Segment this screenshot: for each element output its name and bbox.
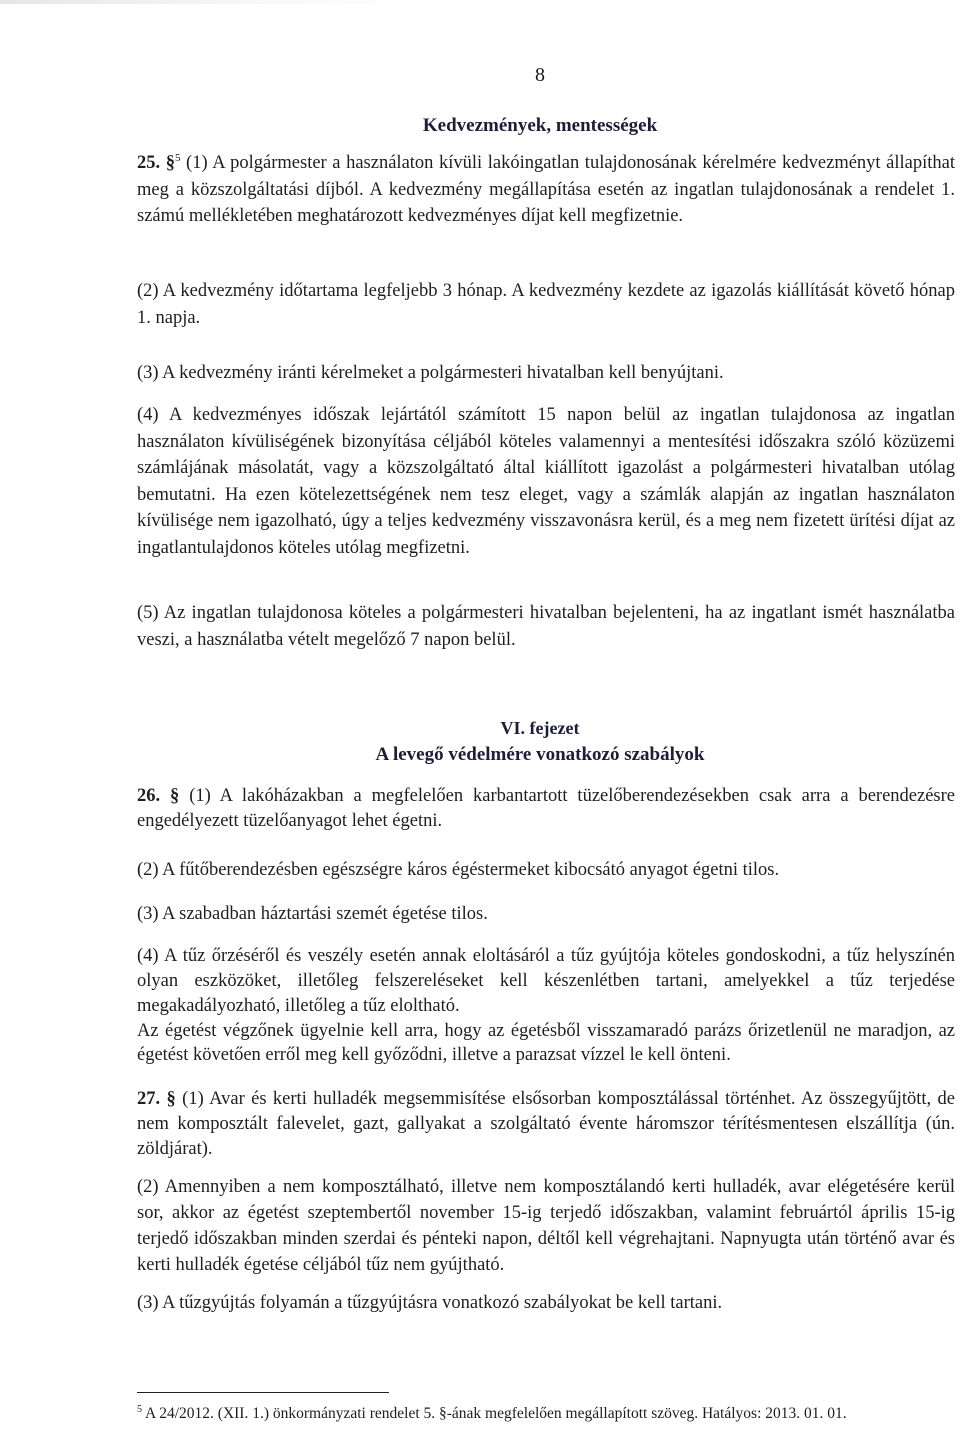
article-25-paragraph-3: (3) A kedvezmény iránti kérelmeket a polgármesteri hivatalban kell benyújtani. (137, 363, 724, 383)
page-number: 8 (535, 64, 545, 86)
section-heading-kedvezmenyek: Kedvezmények, mentességek (422, 115, 658, 136)
footnote-divider (137, 1392, 389, 1393)
chapter-number: VI. fejezet (500, 718, 580, 738)
chapter-title: A levegő védelmére vonatkozó szabályok (375, 744, 705, 765)
article-25-label: 25. § (137, 153, 175, 173)
article-25-paragraph-4: (4) A kedvezményes időszak lejártától számított 15 napon belül az ingatlan tulajdonosa az ingatlan használaton kívüliségének bizonyítása céljából köteles valamennyi a mentesítési időszakra szóló közüzemi számlájának másolatát, vagy a közszolgáltató által kiállított igazolást a polgármesteri hivatalban utólag bemutatni. Ha ezen kötelezettségének nem tesz eleget, vagy a számlák alapján az ingatlan használaton kívülisége nem igazolható, úgy a teljes kedvezmény visszavonásra kerül, és a meg nem fizetett ürítési díjat az ingatlantulajdonos köteles utólag megfizetni. (137, 405, 955, 558)
article-27-paragraph-1 (137, 1087, 955, 1162)
article-25-paragraph-2: (2) A kedvezmény időtartama legfeljebb 3 hónap. A kedvezmény kezdete az igazolás kiállítását követő hónap 1. napja. (137, 281, 955, 328)
article-26-paragraph-1-text: (1) A lakóházakban a megfelelően karbantartott tüzelőberendezésekben csak arra a berendezésre engedélyezett tüzelőanyagot lehet égetni. (137, 786, 955, 831)
article-25-paragraph-5: (5) Az ingatlan tulajdonosa köteles a polgármesteri hivatalban bejelenteni, ha az ingatlant ismét használatba veszi, a használatba vételt megelőző 7 napon belül. (137, 603, 955, 650)
article-27-label: 27. § (137, 1089, 176, 1109)
scan-artifact (0, 0, 420, 4)
article-25-paragraph-1 (137, 150, 955, 230)
article-26-paragraph-1 (137, 784, 955, 833)
footnote-marker: 5 (137, 1403, 142, 1415)
article-26-label: 26. § (137, 786, 180, 806)
article-27-paragraph-1-text: (1) Avar és kerti hulladék megsemmisítése elsősorban komposztálással történhet. Az összegyűjtött, de nem komposztált falevelet, gazt, gallyakat a szolgáltató évente háromszor térítésmentesen elszállítja (ún. zöldjárat). (137, 1089, 956, 1159)
footnote-reference[interactable]: 5 (174, 151, 181, 164)
article-25-paragraph-1-text: (1) A polgármester a használaton kívüli lakóingatlan tulajdonosának kérelmére kedvezményt állapíthat meg a közszolgáltatási díjból. A kedvezmény megállapítása esetén az ingatlan tulajdonosának a rendelet 1. számú mellékletében meghatározott kedvezményes díjat kell megfizetnie. (137, 153, 955, 226)
article-26-paragraph-4-continuation: Az égetést végzőnek ügyelnie kell arra, hogy az égetésből visszamaradó parázs őrizetlenül ne maradjon, az égetést követően erről meg kell győződni, illetve a parazsat vízzel le kell önteni. (137, 1021, 955, 1065)
article-27-paragraph-2: (2) Amennyiben a nem komposztálható, illetve nem komposztálandó kerti hulladék, avar elégetésére kerül sor, akkor az égetést szeptembertől november 15-ig terjedő időszakban, valamint februártól április 15-ig terjedő időszakban minden szerdai és pénteki napon, déltől kell végrehajtani. Napnyugta után történő avar és kerti hulladék égetése céljából tűz nem gyújtható. (137, 1177, 955, 1275)
footnote-text: A 24/2012. (XII. 1.) önkormányzati rendelet 5. §-ának megfelelően megállapított szöveg. Hatályos: 2013. 01. 01. (142, 1405, 847, 1422)
article-27-paragraph-3: (3) A tűzgyújtás folyamán a tűzgyújtásra vonatkozó szabályokat be kell tartani. (137, 1293, 723, 1313)
article-26-paragraph-4: (4) A tűz őrzéséről és veszély esetén annak eloltásáról a tűz gyújtója köteles gondoskodni, a tűz helyszínén olyan eszközöket, illetőleg felszereléseket kell készenlétben tartani, amelyekkel a tűz terjedése megakadályozható, illetőleg a tűz eloltható. (137, 946, 955, 1016)
article-26-paragraph-3: (3) A szabadban háztartási szemét égetése tilos. (137, 904, 488, 924)
footnote (137, 1403, 955, 1425)
article-26-paragraph-2: (2) A fűtőberendezésben egészségre káros égéstermeket kibocsátó anyagot égetni tilos. (137, 860, 780, 880)
